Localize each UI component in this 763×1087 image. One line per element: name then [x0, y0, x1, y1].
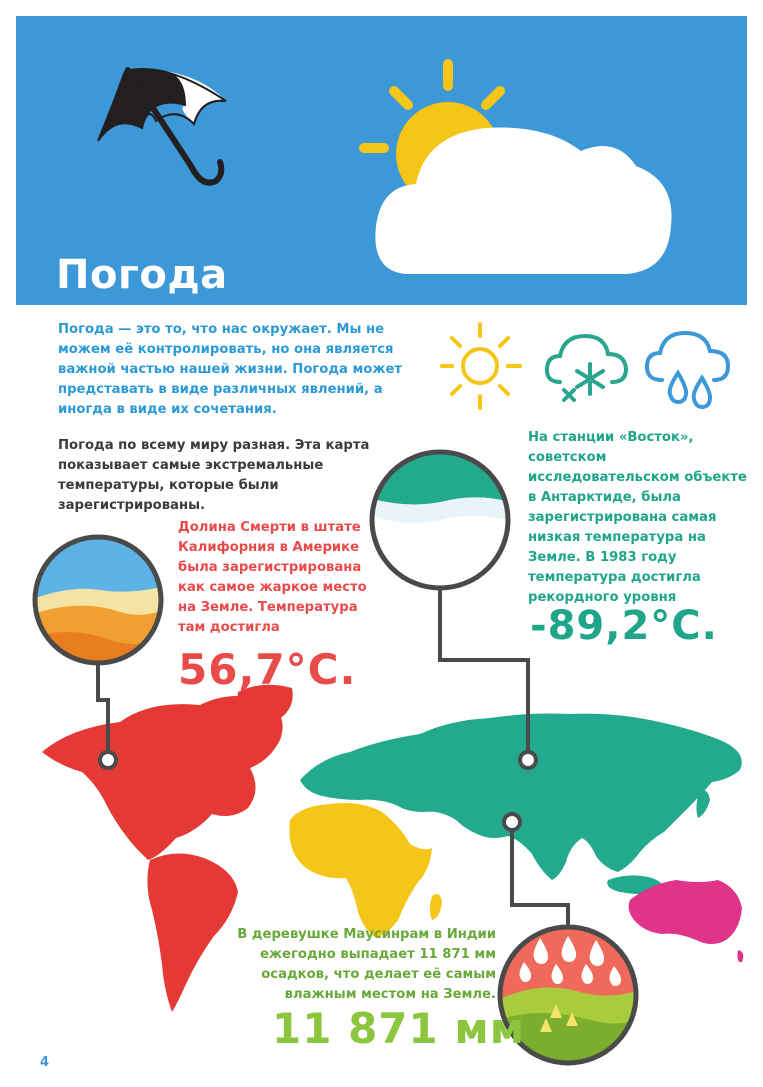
island-madagascar — [430, 894, 442, 920]
death-valley-description: Долина Смерти в штате Калифорния в Америке была зарегистрирована как самое жаркое место на Земле. Температура там достигла — [178, 520, 367, 635]
continent-north-america — [42, 696, 283, 860]
map-intro-paragraph: Погода по всему миру разная. Эта карта показывает самые экстремальные температуры, которые были зарегистрированы. — [58, 438, 370, 513]
mawsynram-description: В деревушке Маусинрам в Индии ежегодно выпадает 11 871 мм осадков, что делает её самым влажным местом на Земле. — [237, 927, 496, 1002]
desert-lens — [30, 535, 170, 680]
ice-lens — [370, 450, 510, 590]
intro-paragraph: Погода — это то, что нас окружает. Мы не можем её контролировать, но она является важной частью нашей жизни. Погода может представать в виде различных явлений, а иногда в виде их сочетания. — [58, 322, 403, 417]
continent-south-america — [147, 853, 238, 1012]
page-title: Погода — [56, 252, 228, 298]
page-number: 4 — [40, 1055, 50, 1070]
vostok-description: На станции «Восток», советском исследовательском объекте в Антарктиде, была зарегистрирована самая низкая температура на Земле. В 1983 году температура достигла рекордного уровня — [528, 430, 747, 605]
death-valley-temperature: 56,7°C. — [178, 645, 357, 694]
island-new-zealand — [738, 950, 744, 962]
mawsynram-rainfall: 11 871 мм — [272, 1004, 526, 1053]
vostok-temperature: -89,2°C. — [530, 603, 718, 649]
continent-africa — [289, 803, 432, 938]
